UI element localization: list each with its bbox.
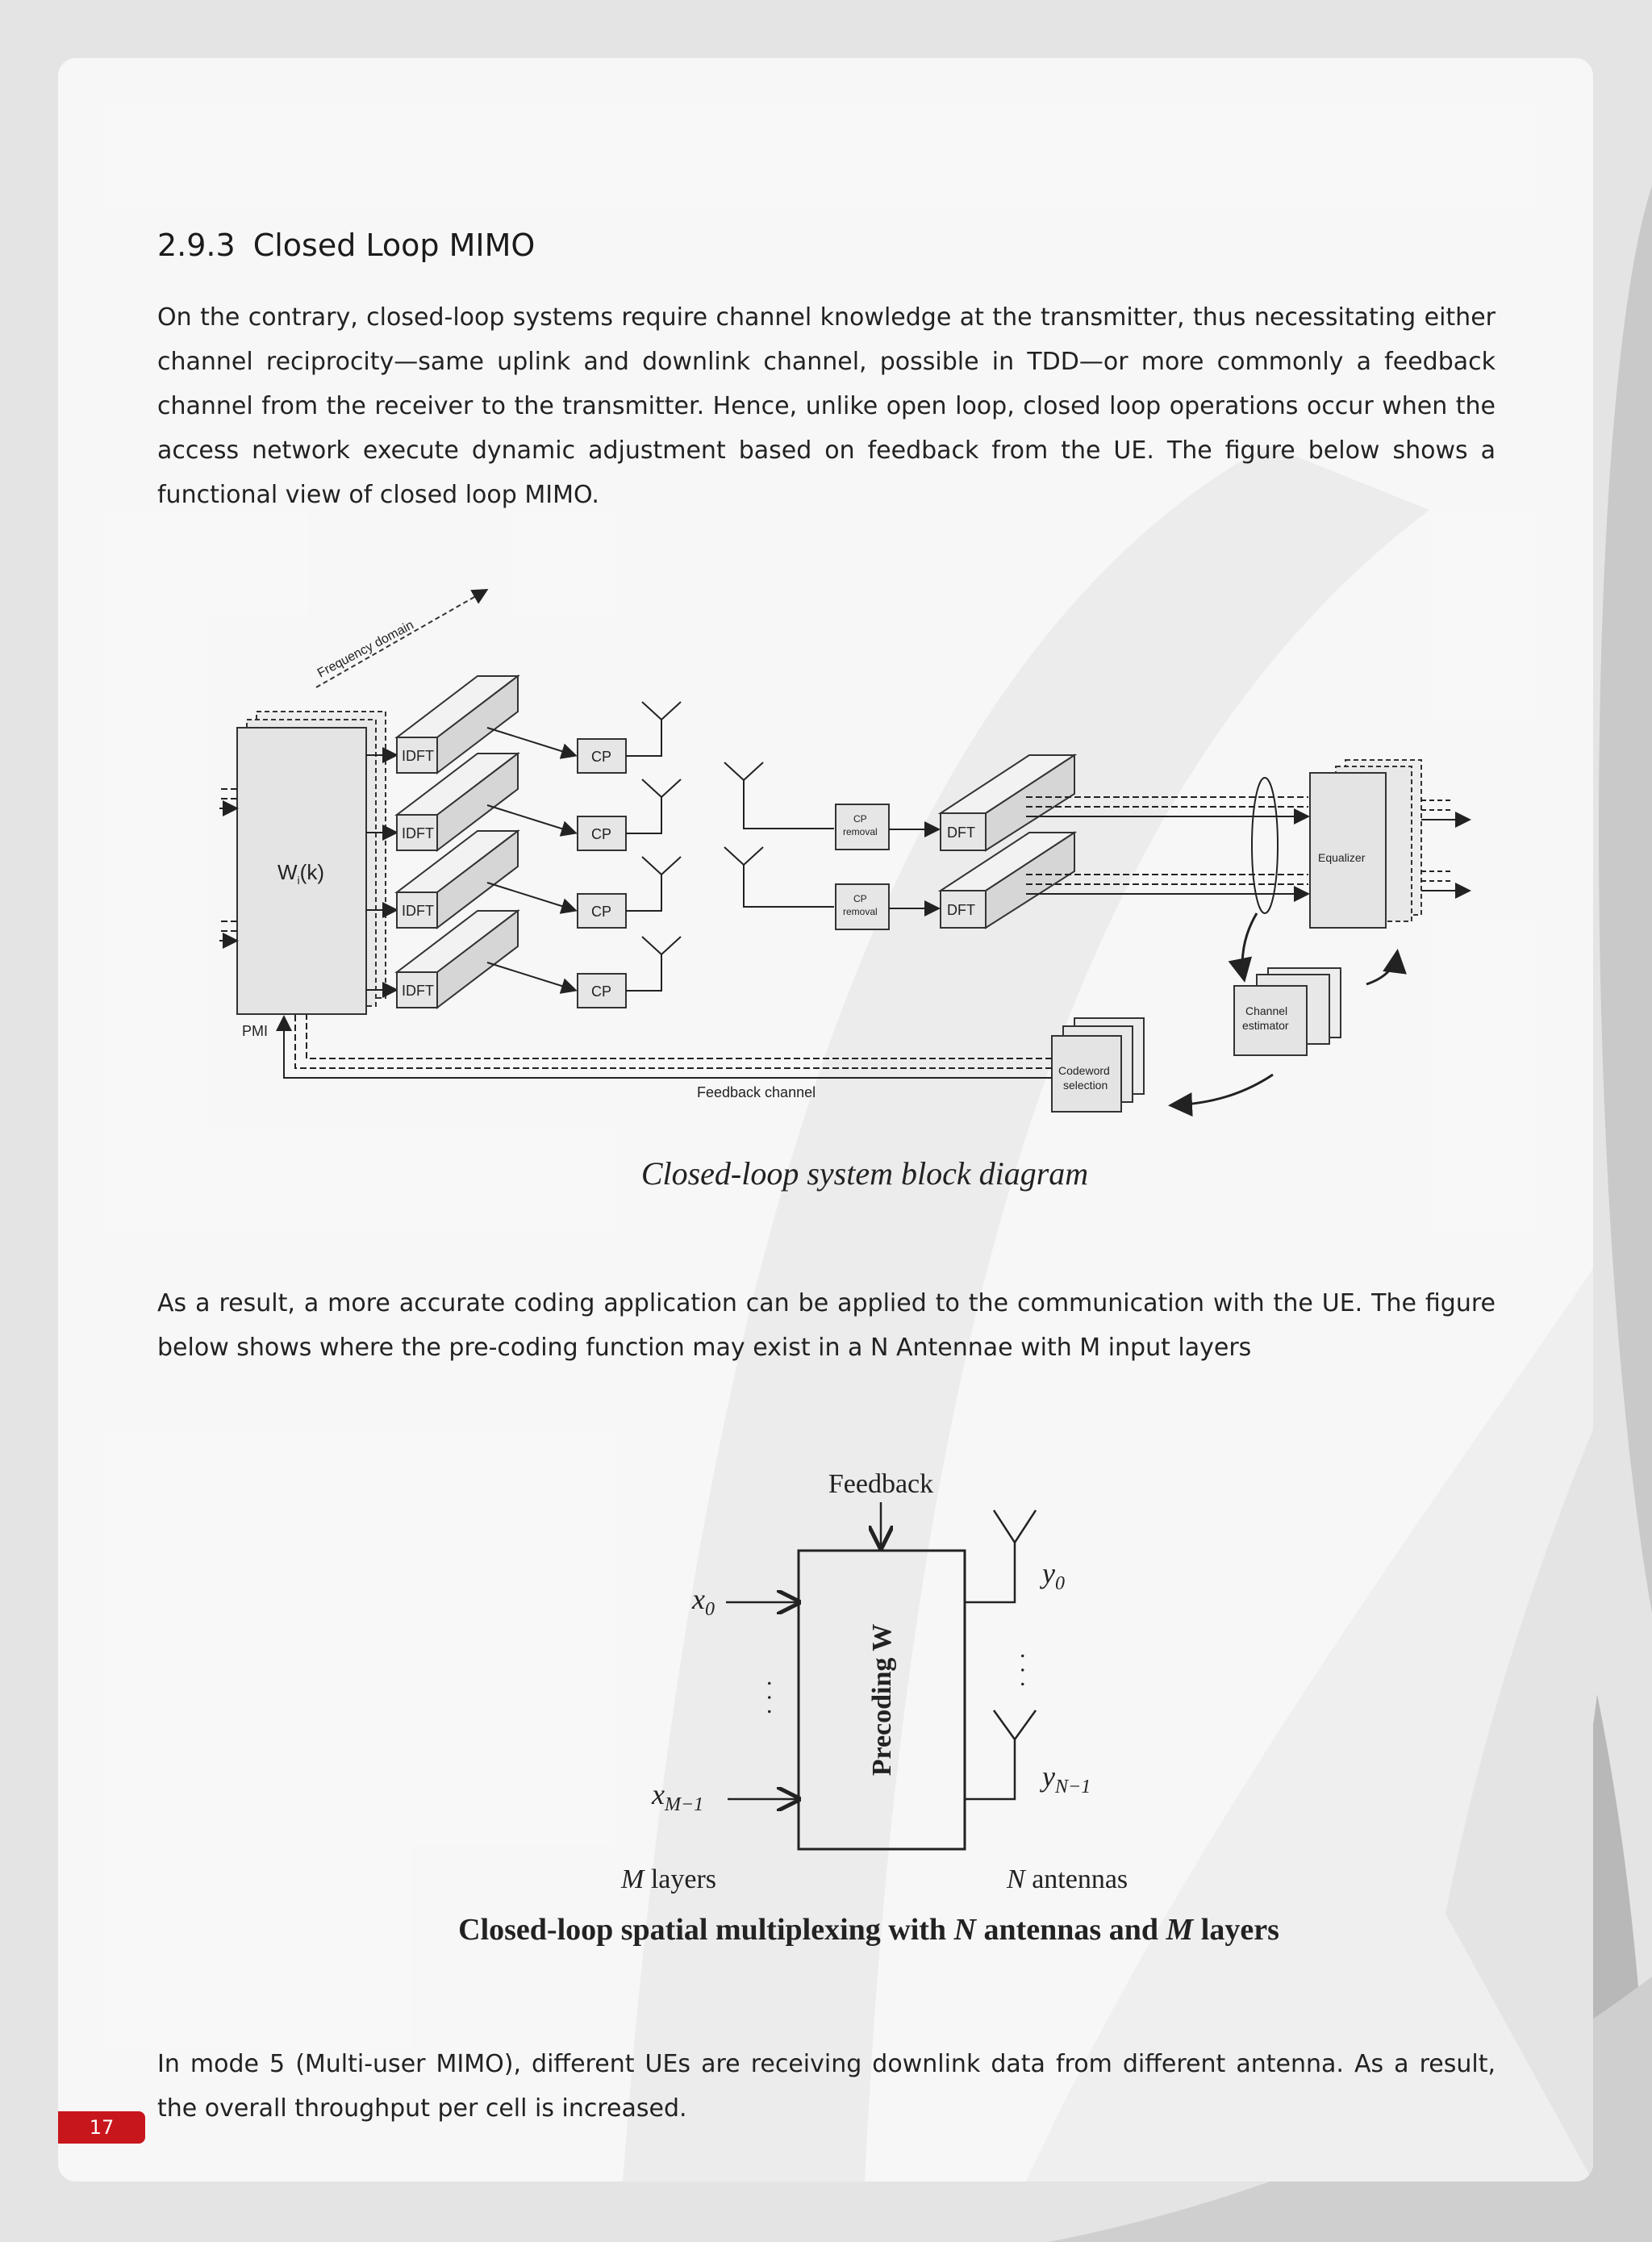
signal-tap-ellipse <box>1252 778 1278 913</box>
figure2-caption: Closed-loop spatial multiplexing with N antennas and M layers <box>458 1913 1279 1947</box>
m-layers-label: M layers <box>621 1864 717 1894</box>
frequency-domain-arrow <box>316 591 486 687</box>
equalizer-label: Equalizer <box>1318 851 1366 864</box>
rx-antenna-icons <box>724 762 834 907</box>
cp-block-3 <box>578 894 626 928</box>
output-yn1-label: $y_{N-1}$ <box>1042 1760 1091 1797</box>
codeword-selection-block <box>1052 1018 1144 1112</box>
codeword-selection-label: Codeword <box>1058 1064 1110 1077</box>
input-streams <box>219 789 237 941</box>
codeword-selection-label: selection <box>1063 1079 1108 1092</box>
input-x0-label: $x_0$ <box>692 1583 715 1620</box>
section-heading <box>157 228 535 263</box>
closed-loop-block-diagram <box>219 558 1510 1212</box>
paragraph-precoding: As a result, a more accurate coding application can be applied to the communication with the UE. The figure below shows where the pre-coding function may exist in a N Antennae with M input layers <box>157 1289 1496 1362</box>
precoder-label: $W_i(k)$ <box>277 860 324 887</box>
idft-label: IDFT <box>402 983 434 999</box>
cp-block-2 <box>578 816 626 850</box>
cp-block-1 <box>578 739 626 773</box>
channel-estimator-label: Channel <box>1245 1004 1288 1017</box>
cp-removal-label: removal <box>843 906 878 917</box>
equalizer-outputs <box>1421 800 1468 891</box>
channel-estimator-label: estimator <box>1242 1019 1289 1032</box>
tx-antenna-icons <box>626 702 681 991</box>
output-y0-label: $y_0$ <box>1042 1557 1065 1594</box>
tap-to-estimator-arrow <box>1242 913 1257 978</box>
section-number: 2.9.3 <box>157 228 236 263</box>
n-antennas-label: N antennas <box>1007 1864 1128 1894</box>
paragraph-intro: On the contrary, closed-loop systems require channel knowledge at the transmitter, thus necessitating either channel reciprocity—same uplink and downlink channel, possible in TDD—or more commonly a feedback channel from the receiver to the transmitter. Hence, unlike open loop, closed loop operations occur when the access network execute dynamic adjustment based on feedback from the UE. The figure below shows a functional view of closed loop MIMO. <box>157 303 1496 509</box>
cp-removal-label: CP <box>853 893 867 904</box>
idft-label: IDFT <box>402 748 434 764</box>
pmi-label: PMI <box>242 1023 269 1039</box>
cp-label: CP <box>591 749 612 765</box>
document-page <box>58 58 1593 2181</box>
feedback-channel-lines <box>284 1015 1052 1078</box>
cp-removal-block-2 <box>836 884 889 929</box>
page-number-badge: 17 <box>58 2111 145 2144</box>
equalizer-block <box>1310 760 1421 928</box>
feedback-channel-label: Feedback channel <box>697 1084 816 1100</box>
cp-removal-to-dft <box>889 829 937 908</box>
dft-label: DFT <box>947 825 975 841</box>
precoding-label: Precoding W <box>867 1623 897 1776</box>
section-title: Closed Loop MIMO <box>252 228 536 263</box>
estimator-to-codeword-arrow <box>1173 1075 1273 1105</box>
cp-label: CP <box>591 983 612 1000</box>
figure1-caption: Closed-loop system block diagram <box>640 1155 1089 1192</box>
frequency-domain-label: Frequency domain <box>315 618 416 681</box>
cp-removal-label: CP <box>853 813 867 825</box>
antenna-icon <box>965 1510 1036 1602</box>
estimator-to-equalizer-arrow <box>1366 954 1397 984</box>
antenna-icon <box>965 1710 1036 1799</box>
cp-label: CP <box>591 826 612 842</box>
paragraph-mode5: In mode 5 (Multi-user MIMO), different UEs are receiving downlink data from different antenna. As a result, the overall throughput per cell is increased. <box>157 2050 1496 2123</box>
idft-label: IDFT <box>402 825 434 841</box>
input-xm1-label: $x_{M-1}$ <box>652 1778 704 1815</box>
cp-removal-block-1 <box>836 804 889 850</box>
channel-estimator-block <box>1234 968 1341 1055</box>
feedback-label: Feedback <box>828 1469 934 1499</box>
cp-label: CP <box>591 904 612 920</box>
cp-block-4 <box>578 974 626 1008</box>
dft-label: DFT <box>947 902 975 918</box>
idft-label: IDFT <box>402 903 434 919</box>
output-ellipsis: · · · <box>1009 1651 1036 1689</box>
spatial-multiplexing-diagram <box>348 1397 1381 1978</box>
cp-removal-label: removal <box>843 826 878 837</box>
input-ellipsis: · · · <box>756 1679 782 1716</box>
